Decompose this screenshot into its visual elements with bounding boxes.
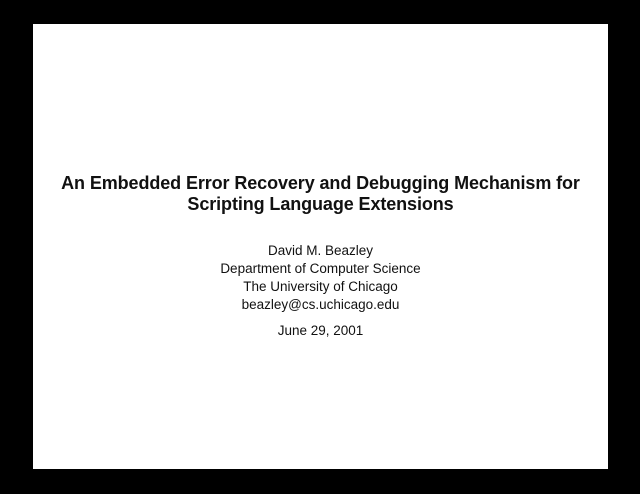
- author-name: David M. Beazley: [267, 243, 374, 258]
- author-university: The University of Chicago: [243, 279, 398, 294]
- title-slide: [33, 24, 608, 469]
- author-email: beazley@cs.uchicago.edu: [241, 297, 400, 312]
- slide-title-line-1: An Embedded Error Recovery and Debugging Mechanism for: [61, 173, 580, 193]
- presentation-date: June 29, 2001: [277, 323, 364, 338]
- slide-title-line-2: Scripting Language Extensions: [187, 194, 454, 214]
- author-department: Department of Computer Science: [220, 261, 421, 276]
